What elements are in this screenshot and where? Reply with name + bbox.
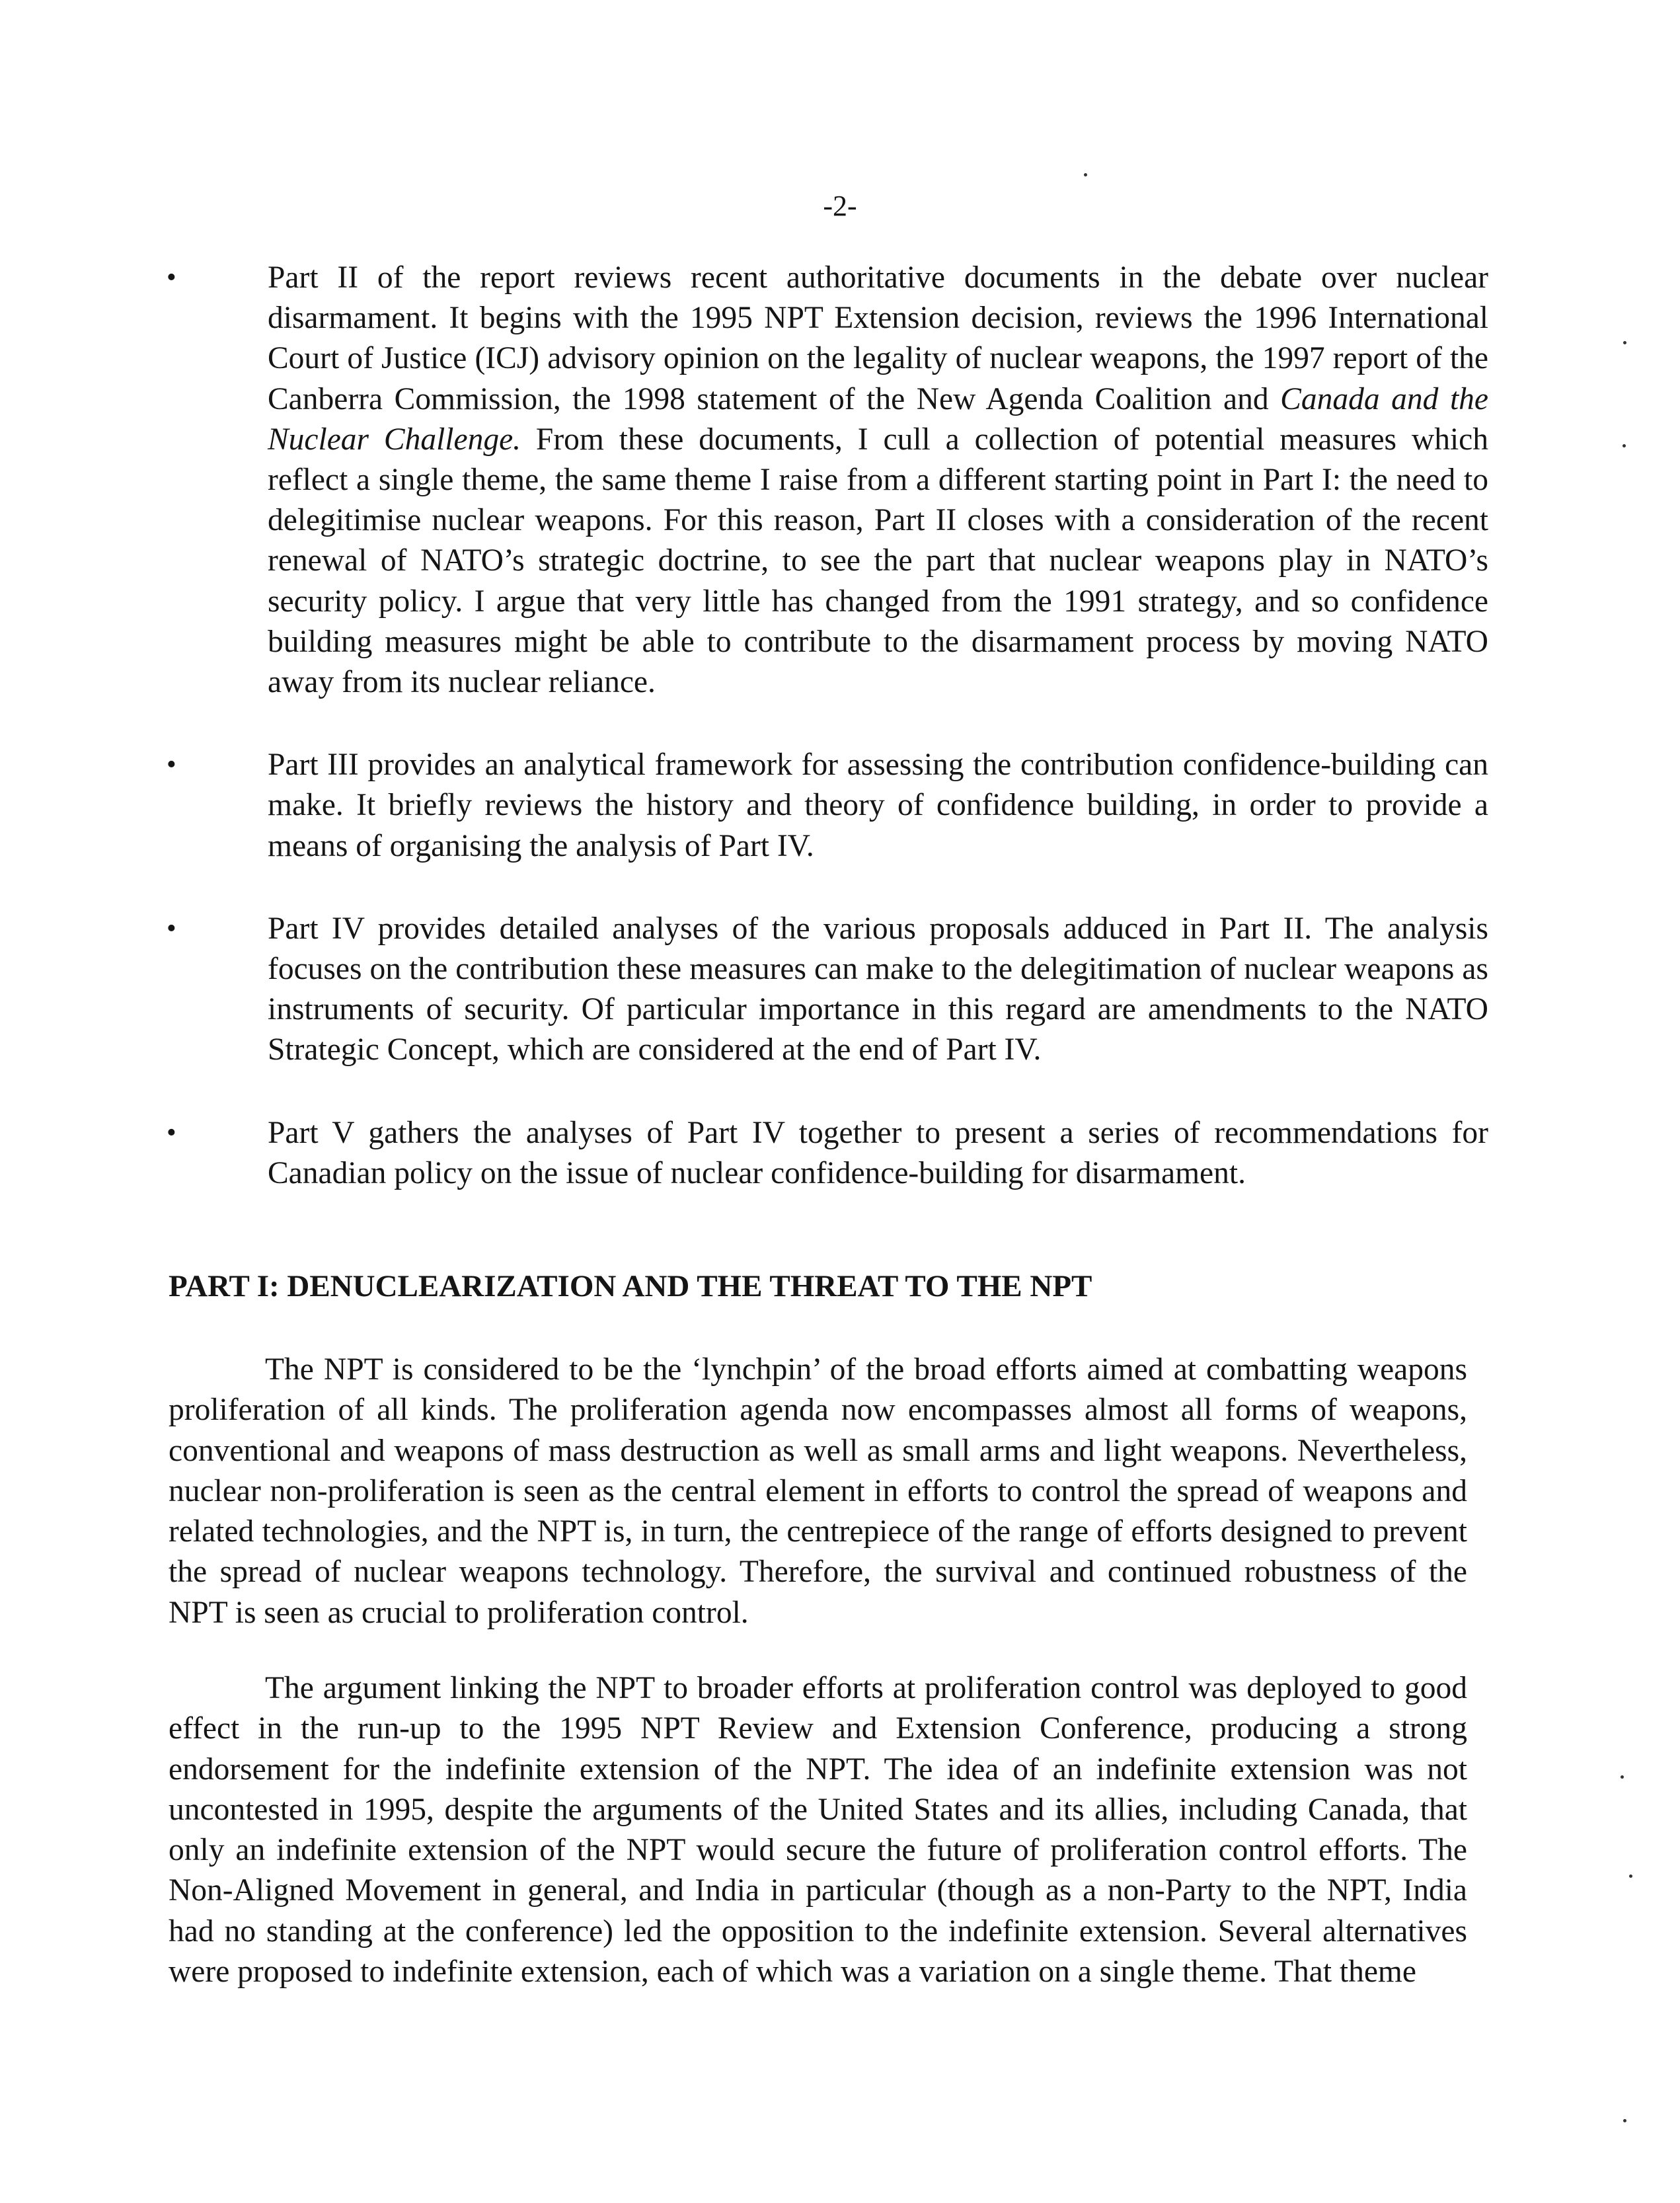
paragraph-text: The NPT is considered to be the ‘lynchpin’ of the broad efforts aimed at combatting weapons proliferation of all kinds. The proliferation agenda now encompasses almost all forms of weapons, conventional and weapons of mass destruction as well as small arms and light weapons. Nevertheless, nuclear non-proliferation is seen as the central element in efforts to control the spread of weapons and related technologies, and the NPT is, in turn, the centrepiece of the range of efforts designed to prevent the spread of nuclear weapons technology. Therefore, the survival and continued robustness of the NPT is seen as crucial to proliferation control.: [169, 1352, 1467, 1630]
body-paragraph: [169, 1668, 1467, 1992]
bullet-text: Part IV provides detailed analyses of the various proposals adduced in Part II. The analysis focuses on the contribution these measures can make to the delegitimation of nuclear weapons as instruments of security. Of particular importance in this regard are amendments to the NATO Strategic Concept, which are considered at the end of Part IV.: [268, 911, 1488, 1067]
bullet-marker: •: [167, 262, 176, 293]
scan-speck: [1623, 2119, 1626, 2122]
body-paragraph: [169, 1350, 1467, 1633]
scan-speck: [1623, 341, 1626, 344]
bullet-list: [167, 258, 1488, 1236]
bullet-text: [268, 258, 1488, 703]
bullet-item-part-ii: [167, 258, 1488, 703]
page-number: -2-: [823, 190, 857, 222]
bullet-text: Part V gathers the analyses of Part IV together to present a series of recommendations for Canadian policy on the issue of nuclear confidence-building for disarmament.: [268, 1115, 1488, 1190]
scan-speck: [1084, 173, 1087, 176]
bullet-text-end: From these documents, I cull a collection of potential measures which reflect a single theme, the same theme I raise from a different starting point in Part I: the need to delegitimise nuclear weapons. For this reason, Part II closes with a consideration of the recent renewal of NATO’s strategic doctrine, to see the part that nuclear weapons play in NATO’s security policy. I argue that very little has changed from the 1991 strategy, and so confidence building measures might be able to contribute to the disarmament process by moving NATO away from its nuclear reliance.: [268, 422, 1489, 700]
bullet-item-part-v: [167, 1113, 1488, 1194]
bullet-marker: •: [167, 1117, 176, 1148]
bullet-item-part-iii: [167, 745, 1488, 867]
bullet-text-start: Part II of the report reviews recent authoritative documents in the debate over nuclear disarmament. It begins with the 1995 NPT Extension decision, reviews the 1996 International Court of Justice (ICJ) advisory opinion on the legality of nuclear weapons, the 1997 report of the Canberra Commission, the 1998 statement of the New Agenda Coalition and: [268, 260, 1488, 416]
section-heading: PART I: DENUCLEARIZATION AND THE THREAT TO THE NPT: [169, 1269, 1092, 1303]
bullet-text: Part III provides an analytical framework for assessing the contribution confidence-building can make. It briefly reviews the history and theory of confidence building, in order to provide a means of organising the analysis of Part IV.: [268, 748, 1488, 863]
scan-speck: [1621, 1775, 1624, 1779]
scan-speck: [1629, 1874, 1632, 1878]
bullet-item-part-iv: [167, 909, 1488, 1071]
paragraph-text: The argument linking the NPT to broader efforts at proliferation control was deployed to good effect in the run-up to the 1995 NPT Review and Extension Conference, producing a strong endorsement for the indefinite extension of the NPT. The idea of an indefinite extension was not uncontested in 1995, despite the arguments of the United States and its allies, including Canada, that only an indefinite extension of the NPT would secure the future of proliferation control efforts. The Non-Aligned Movement in general, and India in particular (though as a non-Party to the NPT, India had no standing at the conference) led the opposition to the indefinite extension. Several alternatives were proposed to indefinite extension, each of which was a variation on a single theme. That theme: [169, 1671, 1467, 1990]
book-title: Canada and the Nuclear Challenge.: [268, 381, 1488, 457]
bullet-marker: •: [167, 913, 176, 944]
scan-speck: [1623, 444, 1626, 447]
bullet-marker: •: [167, 750, 176, 781]
